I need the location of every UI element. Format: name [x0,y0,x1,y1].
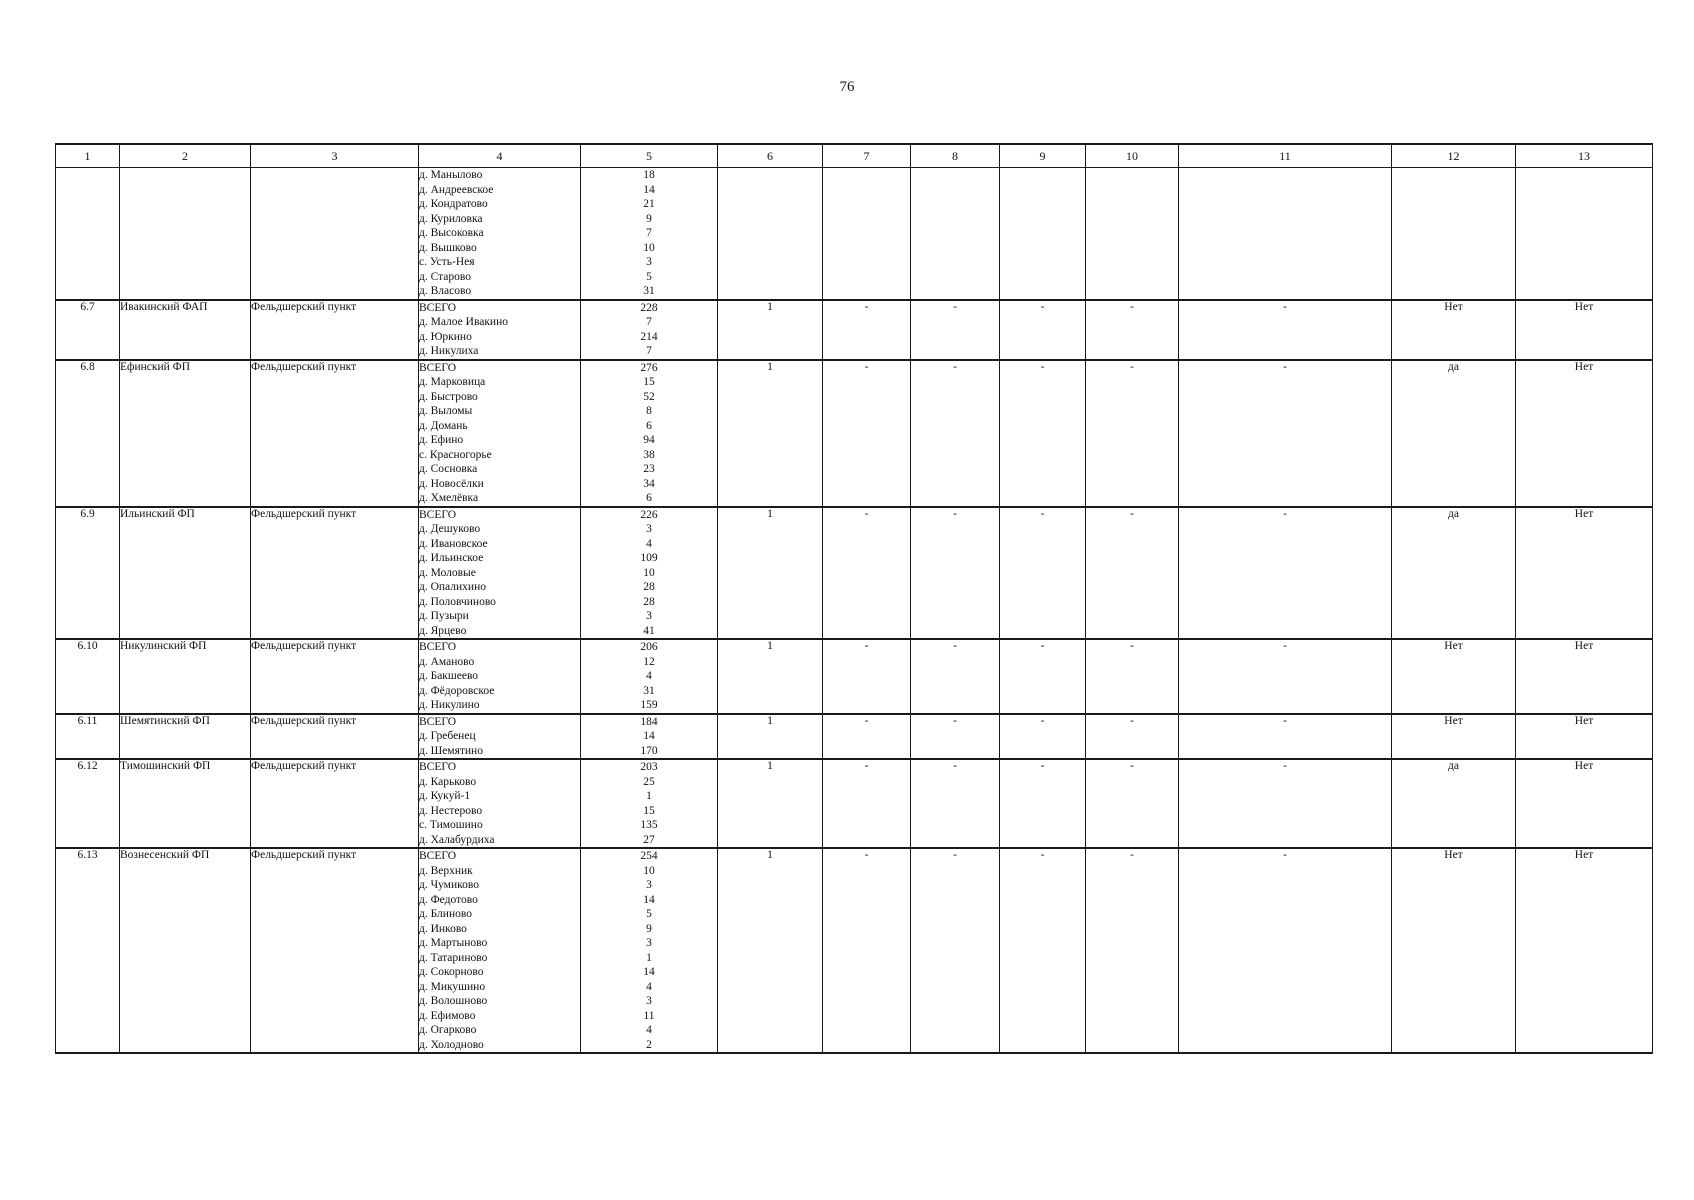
locality-name: д. Мартыново [419,937,488,949]
population-value: 12 [643,655,655,668]
locality-name: д. Никулино [419,699,480,711]
locality-name: д. Шемятино [419,744,483,757]
population-cell [581,168,718,300]
population-value: 3 [646,995,652,1007]
column-7-value [823,168,911,300]
population-value: 7 [646,345,652,357]
population-value: 3 [646,523,652,535]
locality-name: с. Усть-Нея [419,256,475,268]
population-value: 18 [643,169,655,181]
facility-name: Вознесенский ФП [120,848,251,1053]
facility-name: Ивакинский ФАП [120,300,251,360]
locality-name: д. Манылово [419,169,483,181]
locality-name: д. Микушино [419,980,486,993]
locality-name: д. Татариново [419,951,488,964]
population-cell [581,759,718,848]
population-value: 10 [643,241,655,254]
locality-name: с. Красногорье [419,448,492,461]
population-value: 52 [643,390,655,403]
population-value: 206 [640,641,658,653]
locality-name: ВСЕГО [419,715,457,728]
population-value: 2 [646,1038,652,1051]
column-7-value: - [823,848,911,1053]
locality-name: д. Верхник [419,864,473,877]
page-number: 76 [839,79,855,95]
column-9-value: - [1000,360,1086,507]
row-number: 6.12 [56,759,120,848]
population-value: 28 [643,581,655,593]
column-13-value: Нет [1516,759,1653,848]
locality-name: д. Ильинское [419,552,484,564]
locality-name: ВСЕГО [419,361,457,374]
column-11-value: - [1179,360,1392,507]
population-value: 21 [643,198,655,210]
facility-type: Фельдшерский пункт [251,848,419,1053]
column-9-value: - [1000,300,1086,360]
column-12-value: Нет [1392,848,1516,1053]
population-value: 15 [643,804,655,817]
column-8-value: - [911,360,1000,507]
population-value: 276 [640,361,658,374]
locality-name: д. Половчиново [419,595,496,608]
locality-name: д. Новосёлки [419,477,484,490]
column-11-value: - [1179,759,1392,848]
column-7-value: - [823,300,911,360]
column-header: 12 [1392,144,1516,168]
facility-type: Фельдшерский пункт [251,300,419,360]
column-9-value: - [1000,759,1086,848]
column-10-value: - [1086,848,1179,1053]
population-value: 5 [646,270,652,283]
localities-cell [419,360,581,507]
locality-name: д. Ефино [419,434,464,446]
locality-name: д. Марковица [419,376,486,388]
locality-name: д. Кукуй-1 [419,790,471,802]
population-value: 41 [643,624,655,637]
column-13-value: Нет [1516,639,1653,714]
facility-type: Фельдшерский пункт [251,639,419,714]
population-cell [581,300,718,360]
column-12-value: Нет [1392,639,1516,714]
column-9-value [1000,168,1086,300]
column-9-value: - [1000,848,1086,1053]
population-value: 10 [643,566,655,579]
table-row [56,848,1653,1053]
facility-type: Фельдшерский пункт [251,360,419,507]
locality-name: д. Хмелёвка [419,492,479,504]
column-header: 5 [581,144,718,168]
localities-cell [419,168,581,300]
population-value: 14 [643,893,655,906]
column-12-value: да [1392,360,1516,507]
locality-name: д. Чумиково [419,879,479,891]
population-value: 14 [643,183,655,196]
column-7-value: - [823,639,911,714]
population-value: 3 [646,879,652,891]
column-6-value: 1 [718,639,823,714]
column-6-value: 1 [718,300,823,360]
population-value: 7 [646,227,652,239]
locality-name: д. Высоковка [419,227,484,239]
locality-name: д. Ярцево [419,624,467,637]
locality-name: ВСЕГО [419,508,457,521]
locality-name: д. Выломы [419,405,473,417]
column-6-value: 1 [718,360,823,507]
column-6-value: 1 [718,759,823,848]
population-value: 226 [640,508,658,521]
facility-type: Фельдшерский пункт [251,714,419,760]
row-number: 6.10 [56,639,120,714]
column-13-value: Нет [1516,360,1653,507]
population-value: 3 [646,610,652,622]
locality-name: д. Старово [419,270,471,283]
facility-name: Шемятинский ФП [120,714,251,760]
locality-name: ВСЕГО [419,850,457,862]
locality-name: д. Куриловка [419,212,483,225]
population-value: 94 [643,434,655,446]
locality-name: д. Кондратово [419,198,488,210]
column-8-value [911,168,1000,300]
facilities-table [55,143,1653,1054]
column-13-value: Нет [1516,714,1653,760]
column-header: 1 [56,144,120,168]
locality-name: ВСЕГО [419,301,457,314]
population-value: 3 [646,937,652,949]
table-row [56,360,1653,507]
population-value: 9 [646,922,652,935]
column-header: 7 [823,144,911,168]
population-cell [581,507,718,640]
population-value: 6 [646,492,652,504]
population-value: 6 [646,419,652,432]
population-cell [581,639,718,714]
column-11-value: - [1179,300,1392,360]
locality-name: д. Опалихино [419,581,486,593]
column-13-value: Нет [1516,848,1653,1053]
population-value: 38 [643,448,655,461]
population-value: 214 [640,330,658,343]
column-9-value: - [1000,507,1086,640]
column-header: 3 [251,144,419,168]
population-value: 31 [643,684,655,697]
facility-name: Ефинский ФП [120,360,251,507]
population-value: 31 [643,285,655,297]
population-value: 4 [646,537,652,550]
table-header [56,144,1653,168]
row-number: 6.9 [56,507,120,640]
column-9-value: - [1000,714,1086,760]
facility-name: Ильинский ФП [120,507,251,640]
column-8-value: - [911,300,1000,360]
facility-name [120,168,251,300]
locality-name: д. Андреевское [419,183,494,196]
localities-cell [419,759,581,848]
column-10-value: - [1086,360,1179,507]
population-value: 7 [646,316,652,328]
column-7-value: - [823,714,911,760]
locality-name: д. Фёдоровское [419,684,495,697]
column-6-value: 1 [718,848,823,1053]
column-10-value: - [1086,759,1179,848]
population-value: 1 [646,951,652,964]
column-9-value: - [1000,639,1086,714]
column-11-value: - [1179,714,1392,760]
population-cell [581,360,718,507]
locality-name: д. Аманово [419,655,475,668]
column-8-value: - [911,714,1000,760]
locality-name: д. Нестерово [419,804,483,817]
population-value: 228 [640,301,658,314]
population-cell [581,714,718,760]
locality-name: д. Малое Ивакино [419,316,508,328]
column-10-value: - [1086,714,1179,760]
table-row [56,507,1653,640]
locality-name: д. Ивановское [419,537,488,550]
locality-name: д. Сосновка [419,463,478,475]
population-value: 184 [640,715,658,728]
locality-name: д. Волошново [419,995,488,1007]
row-number: 6.13 [56,848,120,1053]
population-value: 28 [643,595,655,608]
column-12-value: Нет [1392,714,1516,760]
column-11-value: - [1179,639,1392,714]
column-10-value: - [1086,300,1179,360]
facility-name: Никулинский ФП [120,639,251,714]
column-11-value: - [1179,507,1392,640]
facility-type: Фельдшерский пункт [251,759,419,848]
population-value: 203 [640,761,658,773]
locality-name: с. Тимошино [419,819,483,831]
locality-name: д. Инково [419,922,467,935]
column-header: 11 [1179,144,1392,168]
population-value: 4 [646,980,652,993]
column-header: 10 [1086,144,1179,168]
population-value: 109 [640,552,658,564]
locality-name: д. Федотово [419,893,478,906]
locality-name: д. Халабурдиха [419,833,495,846]
column-10-value [1086,168,1179,300]
locality-name: ВСЕГО [419,761,457,773]
table-row [56,639,1653,714]
population-value: 27 [643,833,655,846]
locality-name: д. Моловые [419,566,476,579]
table-row [56,714,1653,760]
locality-name: д. Карьково [419,775,477,788]
table-row [56,168,1653,300]
column-12-value [1392,168,1516,300]
column-11-value: - [1179,848,1392,1053]
table-row [56,759,1653,848]
population-value: 5 [646,908,652,920]
localities-cell [419,507,581,640]
column-header: 9 [1000,144,1086,168]
column-11-value [1179,168,1392,300]
population-value: 23 [643,463,655,475]
localities-cell [419,300,581,360]
column-10-value: - [1086,507,1179,640]
population-value: 170 [640,744,658,757]
column-13-value: Нет [1516,507,1653,640]
facility-name: Тимошинский ФП [120,759,251,848]
column-12-value: да [1392,759,1516,848]
locality-name: д. Пузыри [419,610,469,622]
population-value: 4 [646,1024,652,1036]
facility-type: Фельдшерский пункт [251,507,419,640]
column-13-value: Нет [1516,300,1653,360]
column-6-value: 1 [718,714,823,760]
locality-name: д. Блиново [419,908,472,920]
facility-type [251,168,419,300]
locality-name: д. Сокорново [419,966,484,978]
column-header: 2 [120,144,251,168]
locality-name: д. Никулиха [419,345,479,357]
column-header: 4 [419,144,581,168]
column-8-value: - [911,759,1000,848]
column-8-value: - [911,507,1000,640]
locality-name: д. Власово [419,285,472,297]
table-body [56,168,1653,1054]
locality-name: д. Дешуково [419,523,481,535]
column-7-value: - [823,360,911,507]
column-8-value: - [911,848,1000,1053]
localities-cell [419,714,581,760]
column-7-value: - [823,507,911,640]
population-value: 159 [640,699,658,711]
table-row [56,300,1653,360]
row-number: 6.8 [56,360,120,507]
population-value: 135 [640,819,658,831]
row-number: 6.11 [56,714,120,760]
row-number [56,168,120,300]
population-value: 4 [646,670,652,682]
column-7-value: - [823,759,911,848]
population-value: 15 [643,376,655,388]
population-value: 3 [646,256,652,268]
column-12-value: Нет [1392,300,1516,360]
column-13-value [1516,168,1653,300]
column-6-value [718,168,823,300]
column-6-value: 1 [718,507,823,640]
locality-name: д. Юркино [419,330,472,343]
column-10-value: - [1086,639,1179,714]
header-row [56,144,1653,168]
locality-name: д. Бакшеево [419,670,479,682]
population-value: 9 [646,212,652,225]
population-value: 14 [643,730,655,742]
population-value: 1 [646,790,652,802]
column-header: 13 [1516,144,1653,168]
locality-name: д. Быстрово [419,390,478,403]
localities-cell [419,848,581,1053]
population-value: 10 [643,864,655,877]
locality-name: д. Холодново [419,1038,484,1051]
population-value: 34 [643,477,655,490]
row-number: 6.7 [56,300,120,360]
population-cell [581,848,718,1053]
locality-name: д. Домань [419,419,468,432]
column-8-value: - [911,639,1000,714]
locality-name: ВСЕГО [419,641,457,653]
population-value: 254 [640,850,658,862]
column-12-value: да [1392,507,1516,640]
population-value: 8 [646,405,652,417]
population-value: 11 [643,1009,655,1022]
population-value: 14 [643,966,655,978]
locality-name: д. Ефимово [419,1009,476,1022]
localities-cell [419,639,581,714]
column-header: 8 [911,144,1000,168]
locality-name: д. Огарково [419,1024,477,1036]
population-value: 25 [643,775,655,788]
column-header: 6 [718,144,823,168]
locality-name: д. Вышково [419,241,477,254]
locality-name: д. Гребенец [419,730,476,742]
